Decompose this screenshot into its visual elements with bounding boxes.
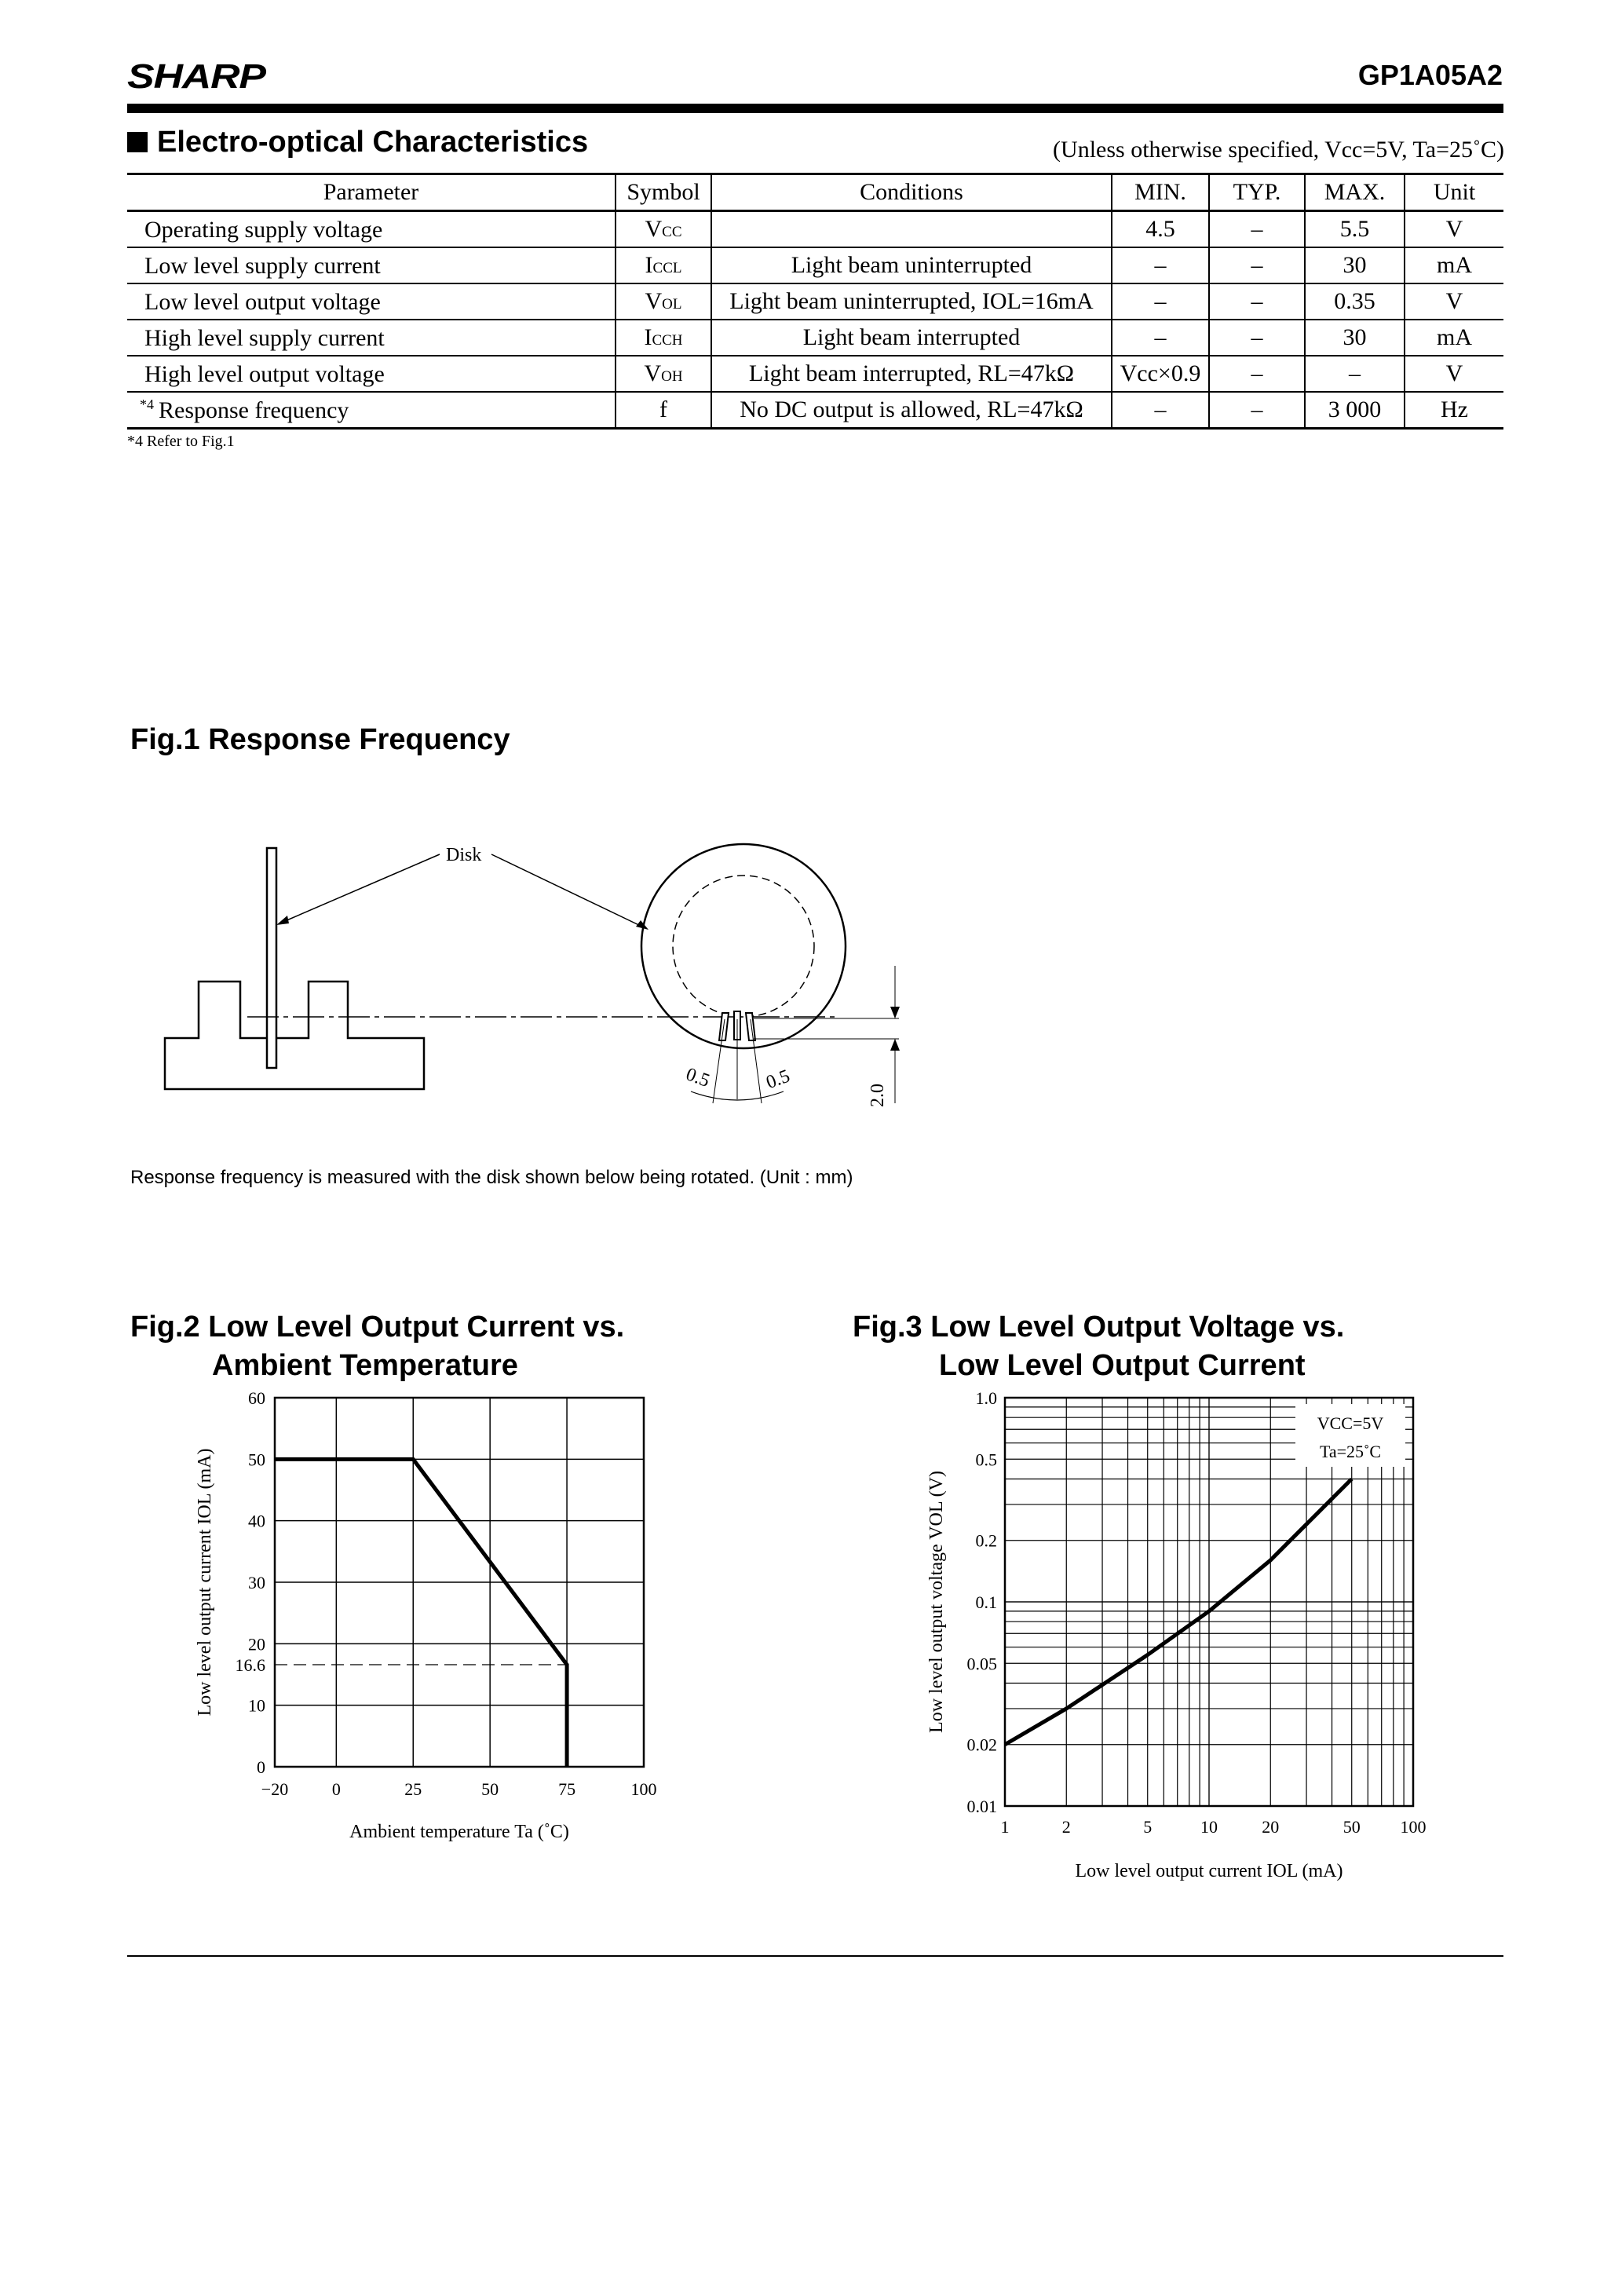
- max-cell: 30: [1305, 320, 1405, 356]
- fig3-title-line2: Low Level Output Current: [939, 1349, 1306, 1383]
- footer-rule: [127, 1955, 1503, 1957]
- y-tick-label: 40: [248, 1511, 265, 1531]
- parameter-cell: [127, 320, 616, 356]
- symbol-cell: [616, 356, 711, 392]
- max-cell: 0.35: [1305, 283, 1405, 320]
- min-cell: 4.5: [1112, 211, 1209, 248]
- table-header-row: [127, 174, 1503, 211]
- fig3-title-line1: Fig.3 Low Level Output Voltage vs.: [853, 1311, 1345, 1344]
- unit-cell: V: [1405, 356, 1503, 392]
- section-condition: (Unless otherwise specified, Vcc=5V, Ta=25˚C): [1053, 137, 1504, 163]
- disk-label: Disk: [446, 845, 482, 865]
- parameter-label: High level supply current: [144, 324, 385, 351]
- fig2-title-line1: Fig.2 Low Level Output Current vs.: [130, 1311, 625, 1344]
- series-line: [1005, 1479, 1352, 1744]
- square-bullet-icon: [127, 132, 148, 152]
- col-header: Parameter: [127, 174, 616, 211]
- fig1-diagram: [149, 832, 911, 1146]
- conditions-cell: Light beam interrupted, RL=47kΩ: [711, 356, 1112, 392]
- disk-outer-circle: [641, 844, 846, 1048]
- parameter-label: High level output voltage: [144, 360, 385, 387]
- x-tick-label: 10: [1200, 1817, 1218, 1837]
- min-cell: –: [1112, 392, 1209, 429]
- fig3-title: [853, 1308, 1344, 1386]
- y-tick-label: 20: [248, 1634, 265, 1654]
- fig2-chart: [181, 1390, 746, 1916]
- y-tick-label: 0.1: [975, 1592, 997, 1612]
- x-tick-label: 75: [558, 1779, 576, 1799]
- x-axis-label: Low level output current IOL (mA): [1075, 1861, 1343, 1881]
- unit-cell: V: [1405, 211, 1503, 248]
- symbol-subscript: CCH: [652, 332, 683, 349]
- y-tick-label: 50: [248, 1450, 265, 1470]
- typ-cell: –: [1209, 211, 1305, 248]
- symbol-subscript: CCL: [652, 260, 682, 276]
- table-row: [127, 320, 1503, 356]
- x-axis-label: Ambient temperature Ta (˚C): [349, 1822, 569, 1842]
- parameter-label: Low level supply current: [144, 252, 381, 279]
- parameter-label: Response frequency: [159, 397, 349, 423]
- unit-cell: V: [1405, 283, 1503, 320]
- y-tick-label: 1.0: [975, 1390, 997, 1408]
- y-tick-label: 0.2: [975, 1530, 997, 1551]
- symbol-letter: f: [659, 397, 667, 422]
- fig2-title-line2: Ambient Temperature: [212, 1349, 518, 1383]
- y-axis-label: Low level output voltage VOL (V): [926, 1471, 947, 1733]
- symbol-cell: [616, 211, 711, 248]
- disk-arrow-left: [276, 916, 289, 925]
- unit-cell: Hz: [1405, 392, 1503, 429]
- fig1-title: Fig.1 Response Frequency: [130, 723, 510, 756]
- table-row: [127, 283, 1503, 320]
- col-header: Symbol: [616, 174, 711, 211]
- col-header: Unit: [1405, 174, 1503, 211]
- fig1-caption: Response frequency is measured with the disk shown below being rotated. (Unit : mm): [130, 1167, 853, 1188]
- y-tick-label: 0: [257, 1757, 265, 1777]
- conditions-cell: No DC output is allowed, RL=47kΩ: [711, 392, 1112, 429]
- symbol-letter: V: [645, 288, 663, 314]
- disk-leader-right: [491, 854, 645, 928]
- y-tick-label: 60: [248, 1390, 265, 1408]
- symbol-letter: V: [645, 216, 663, 242]
- max-cell: 5.5: [1305, 211, 1405, 248]
- sensor-housing-outline: [165, 982, 424, 1089]
- typ-cell: –: [1209, 247, 1305, 283]
- disk-leader-left: [279, 854, 440, 923]
- fig2-title: [130, 1308, 624, 1386]
- min-cell: –: [1112, 283, 1209, 320]
- x-tick-label: −20: [261, 1779, 289, 1799]
- table-row: [127, 356, 1503, 392]
- symbol-letter: V: [644, 360, 662, 386]
- y-tick-label: 0.02: [966, 1735, 997, 1755]
- conditions-cell: Light beam uninterrupted, IOL=16mA: [711, 283, 1112, 320]
- min-cell: Vcc×0.9: [1112, 356, 1209, 392]
- col-header: MAX.: [1305, 174, 1405, 211]
- sharp-logo: SHARP: [127, 57, 265, 96]
- disk-inner-dashed-circle: [673, 876, 814, 1017]
- symbol-cell: [616, 283, 711, 320]
- footnote-marker: *4: [140, 396, 154, 412]
- table-row: [127, 211, 1503, 248]
- typ-cell: –: [1209, 283, 1305, 320]
- section-title-text: Electro-optical Characteristics: [157, 126, 589, 159]
- parameter-cell: [127, 211, 616, 248]
- typ-cell: –: [1209, 392, 1305, 429]
- min-cell: –: [1112, 320, 1209, 356]
- y-tick-label: 0.05: [966, 1654, 997, 1674]
- symbol-subscript: OL: [662, 296, 682, 313]
- symbol-subscript: CC: [662, 224, 682, 240]
- unit-cell: mA: [1405, 320, 1503, 356]
- table-footnote: *4 Refer to Fig.1: [127, 433, 235, 450]
- x-tick-label: 100: [1400, 1817, 1427, 1837]
- max-cell: –: [1305, 356, 1405, 392]
- y-tick-label: 10: [248, 1695, 265, 1716]
- dim-slit-right: 0.5: [763, 1066, 793, 1094]
- parameter-cell: [127, 247, 616, 283]
- dim-slit-left: 0.5: [683, 1064, 713, 1091]
- part-number: GP1A05A2: [1357, 59, 1503, 91]
- x-tick-label: 50: [1343, 1817, 1361, 1837]
- x-tick-label: 50: [481, 1779, 499, 1799]
- header-rule: [127, 104, 1503, 113]
- parameter-label: Low level output voltage: [144, 288, 381, 315]
- unit-cell: mA: [1405, 247, 1503, 283]
- x-tick-label: 2: [1061, 1817, 1071, 1837]
- y-tick-label: 30: [248, 1573, 265, 1592]
- typ-cell: –: [1209, 320, 1305, 356]
- fig3-chart: [919, 1390, 1484, 1916]
- col-header: Conditions: [711, 174, 1112, 211]
- parameter-cell: [127, 283, 616, 320]
- min-cell: –: [1112, 247, 1209, 283]
- conditions-cell: Light beam uninterrupted: [711, 247, 1112, 283]
- symbol-letter: I: [644, 324, 652, 350]
- conditions-cell: Light beam interrupted: [711, 320, 1112, 356]
- y-tick-label: 16.6: [235, 1654, 265, 1675]
- chart-annotation: Ta=25˚C: [1319, 1442, 1382, 1461]
- y-tick-label: 0.01: [966, 1797, 997, 1816]
- x-tick-label: 1: [1000, 1817, 1010, 1837]
- conditions-cell: [711, 211, 1112, 248]
- typ-cell: –: [1209, 356, 1305, 392]
- chart-annotation: VCC=5V: [1317, 1413, 1384, 1433]
- x-tick-label: 0: [331, 1779, 341, 1799]
- x-tick-label: 100: [630, 1779, 657, 1799]
- symbol-subscript: OH: [661, 368, 683, 385]
- disk-side-view: [267, 848, 276, 1068]
- max-cell: 3 000: [1305, 392, 1405, 429]
- x-tick-label: 20: [1262, 1817, 1280, 1837]
- y-tick-label: 0.5: [975, 1450, 997, 1470]
- max-cell: 30: [1305, 247, 1405, 283]
- x-tick-label: 5: [1143, 1817, 1153, 1837]
- table-row: [127, 247, 1503, 283]
- series-line: [275, 1459, 567, 1767]
- col-header: TYP.: [1209, 174, 1305, 211]
- section-title: [127, 127, 588, 157]
- symbol-cell: [616, 247, 711, 283]
- col-header: MIN.: [1112, 174, 1209, 211]
- dim-height: 2.0: [868, 1084, 888, 1107]
- spec-table: [127, 173, 1503, 430]
- table-row: [127, 392, 1503, 429]
- symbol-letter: I: [645, 252, 653, 278]
- y-axis-label: Low level output current IOL (mA): [195, 1448, 215, 1717]
- parameter-cell: [127, 392, 616, 429]
- parameter-label: Operating supply voltage: [144, 216, 383, 243]
- x-tick-label: 25: [404, 1779, 422, 1799]
- symbol-cell: [616, 320, 711, 356]
- parameter-cell: [127, 356, 616, 392]
- symbol-cell: [616, 392, 711, 429]
